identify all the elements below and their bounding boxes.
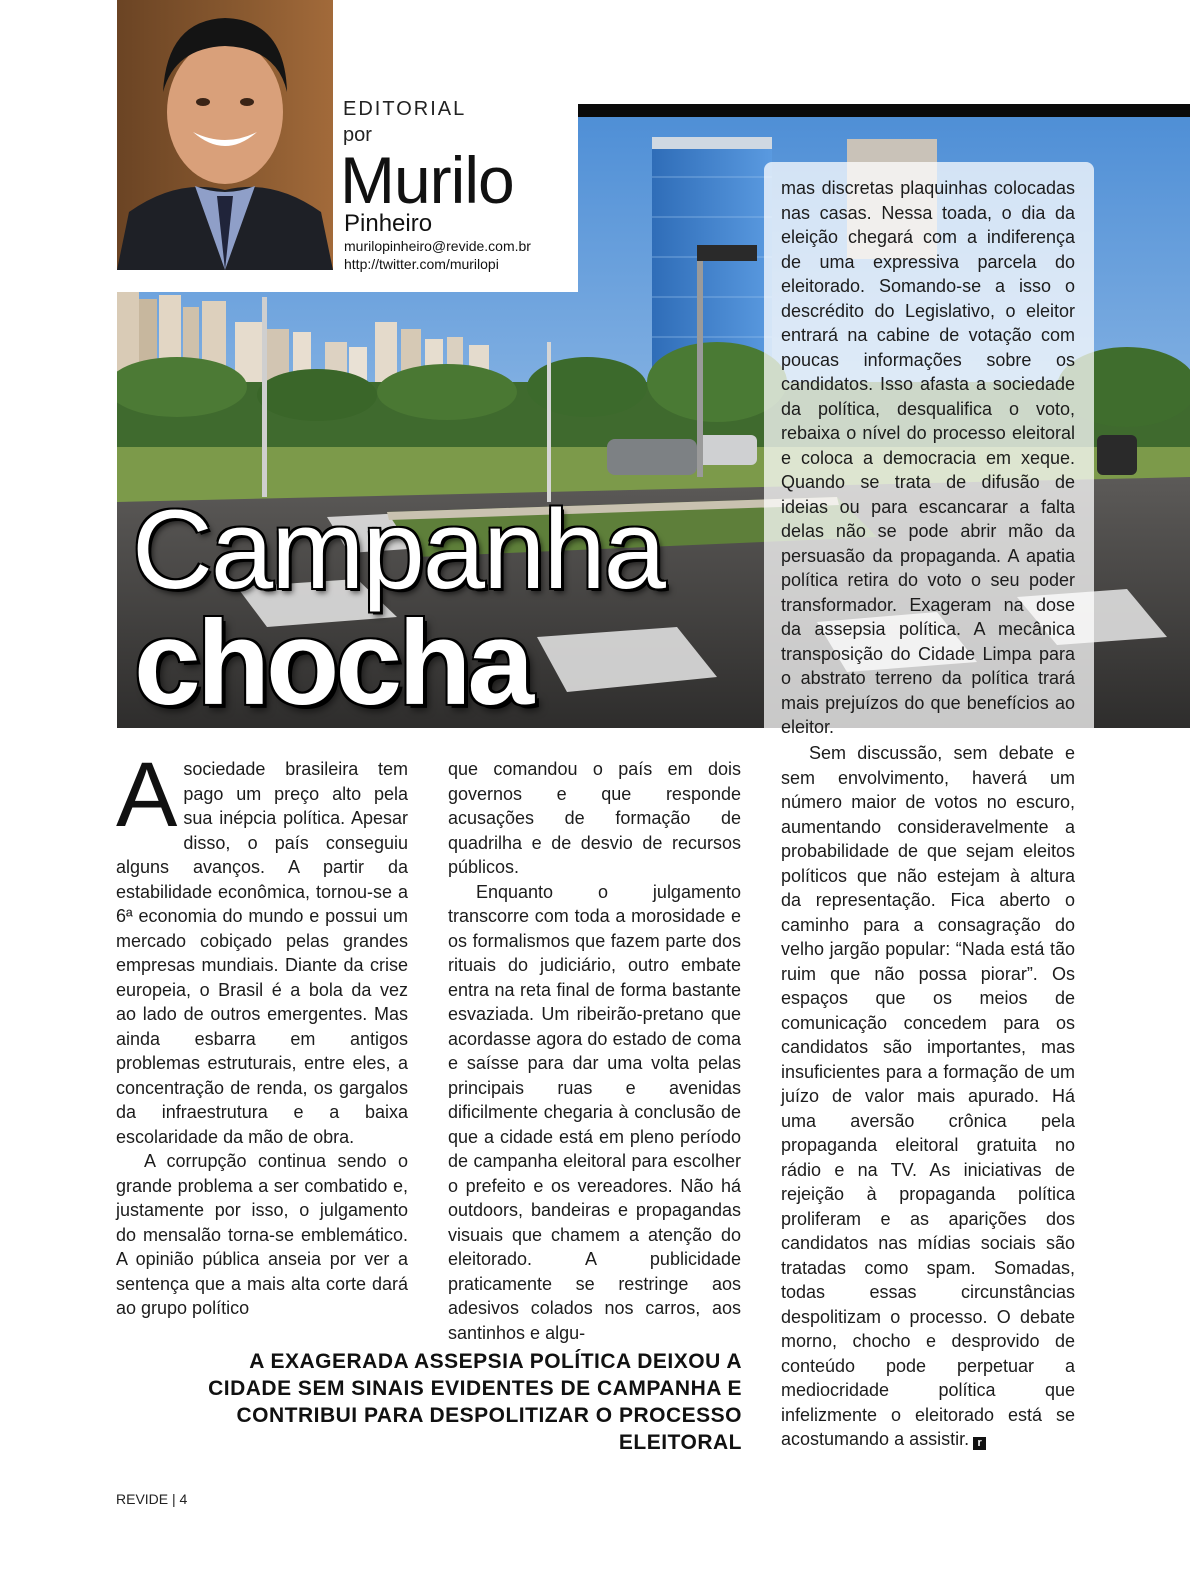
top-rule (578, 104, 1190, 117)
article-paragraph-text: Sem discussão, sem debate e sem envolvimento, haverá um número maior de votos no escuro, aumentando consideravelmente a probabilidade de que sejam eleitos políticos que não estejam à altura da representação. Fica aberto o caminho para a consagração do velho jargão popular: “Nada está tão ruim que não possa piorar”. Os espaços que os meios de comunicação concedem para os candidatos são importantes, mas insuficientes para a formação de um juízo de valor mais apurado. Há uma aversão crônica pela propaganda eleitoral gratuita no rádio e na TV. As iniciativas de rejeição à propaganda política proliferam e as aparições dos candidatos nas mídias sociais são tratadas como spam. Somadas, todas essas circunstâncias despolitizam o processo. O debate morno, chocho e desprovido de conteúdo pode perpetuar a mediocridade política que infelizmente o eleitorado está se acostumando a assistir. (781, 743, 1075, 1449)
byline-prefix: por (343, 124, 372, 146)
author-email[interactable]: murilopinheiro@revide.com.br (344, 238, 531, 254)
article-paragraph: que comandou o país em dois governos e que responde acusações de formação de quadrilha e de desvio de recursos públicos. (448, 759, 741, 877)
end-mark-icon: r (973, 1437, 986, 1450)
section-label: EDITORIAL (343, 98, 467, 120)
headline-line-1: Campanha (132, 487, 664, 612)
drop-cap: A (116, 744, 178, 846)
article-paragraph (116, 744, 408, 1149)
article-paragraph: Enquanto o julgamento transcorre com toda a morosidade e os formalismos que fazem parte dos rituais do judiciário, outro embate entra na reta final de forma bastante esvaziada. Um ribeirão-pretano que acordasse agora do estado de coma e saísse para dar uma volta pelas principais ruas e avenidas dificilmente chegaria à conclusão de que a cidade está em pleno período de campanha eleitoral para escolher o prefeito e os vereadores. Não há outdoors, bandeiras e propagandas visuais que chamem a atenção do eleitorado. A publicidade praticamente se restringe aos adesivos colados nos carros, aos santinhos e algu- (448, 881, 741, 1343)
article-column-1 (116, 744, 408, 1321)
author-twitter-link[interactable]: http://twitter.com/murilopi (344, 256, 499, 272)
headline-line-2: chocha (134, 596, 531, 730)
page-folio: REVIDE | 4 (116, 1491, 188, 1507)
author-last-name: Pinheiro (344, 210, 433, 237)
article-paragraph: mas discretas plaquinhas colocadas nas casas. Nessa toada, o dia da eleição chegará com a indiferença de uma expressiva parcela do eleitorado. Somando-se a isso o descrédito do Legislativo, o eleitor entrará na cabine de votação com poucas informações sobre os candidatos. Isso afasta a sociedade da política, desqualifica o voto, rebaixa o nível do processo eleitoral e coloca a democracia em xeque. Quando se trata de difusão de ideias ou para escancarar a falta delas não se pode abrir mão da persuasão da propaganda. A apatia política retira do voto o seu poder transformador. Exageram na dose da assepsia política. A mecânica transposição do Cidade Limpa para o abstrato terreno da política trará mais prejuízos do que benefícios ao eleitor. (781, 178, 1075, 737)
header-panel-left (117, 270, 333, 292)
article-paragraph (781, 741, 1075, 1452)
article-paragraph: A corrupção continua sendo o grande problema a ser combatido e, justamente por isso, o julgamento do mensalão torna-se emblemático. A opinião pública anseia por ver a sentença que a mais alta corte dará ao grupo político (116, 1151, 408, 1318)
author-first-name: Murilo (340, 143, 514, 217)
article-column-3-bottom (781, 741, 1075, 1452)
article-column-3-top (781, 176, 1075, 740)
article-column-2 (448, 757, 741, 1345)
article-paragraph-text: sociedade brasileira tem pago um preço alto pela sua inépcia política. Apesar disso, o país conseguiu alguns avanços. A partir da estabilidade econômica, tornou-se a 6ª economia do mundo e possui um mercado cobiçado pelas grandes empresas mundiais. Diante da crise europeia, o Brasil é a bola da vez ao lado de outros emergentes. Mas ainda esbarra em antigos problemas estruturais, entre eles, a concentração de renda, os gargalos da infraestrutura e a baixa escolaridade da mão de obra. (116, 759, 408, 1147)
author-portrait (117, 0, 333, 270)
pull-quote: A EXAGERADA ASSEPSIA POLÍTICA DEIXOU A CIDADE SEM SINAIS EVIDENTES DE CAMPANHA E CONTRIBUI PARA DESPOLITIZAR O PROCESSO ELEITORAL (208, 1350, 742, 1454)
